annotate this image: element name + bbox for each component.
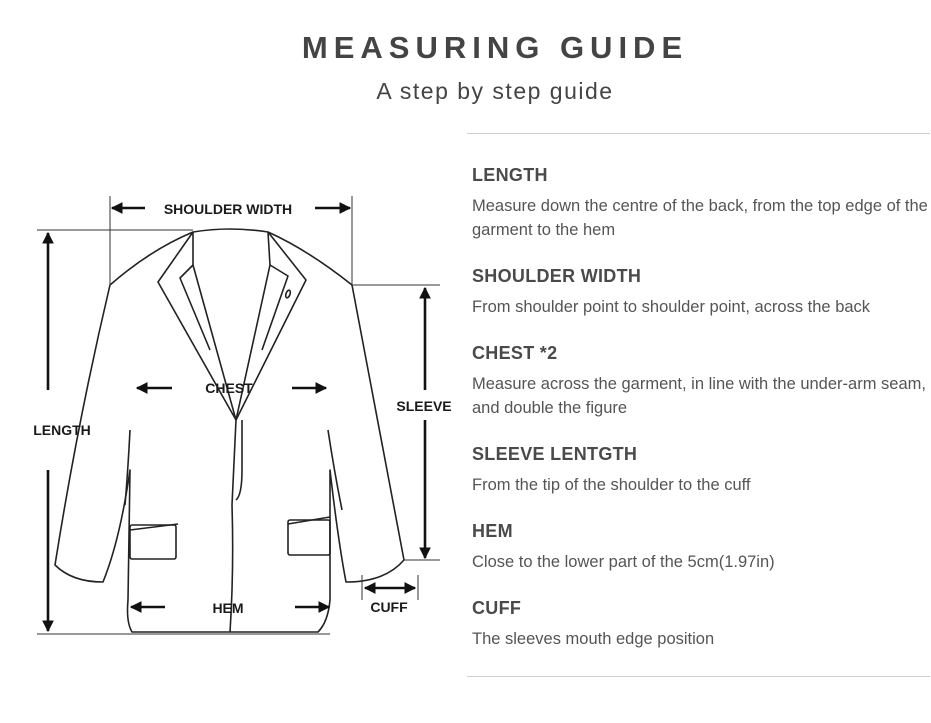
hem-label: HEM [212, 600, 244, 616]
section-sleeve-length [472, 444, 931, 497]
page-subtitle: A step by step guide [376, 78, 614, 104]
section-cuff [472, 598, 931, 651]
section-title: SHOULDER WIDTH [472, 266, 642, 286]
sleeve-label: SLEEVE [396, 398, 452, 414]
section-length [472, 165, 931, 242]
jacket-diagram [0, 0, 465, 723]
section-text: The sleeves mouth edge position [472, 630, 715, 648]
section-text: Measure across the garment, in line with the under-arm seam, and double the figure [472, 375, 926, 417]
section-title: CUFF [472, 598, 522, 618]
section-text: Measure down the centre of the back, from the top edge of the garment to the hem [472, 197, 928, 239]
section-shoulder-width [472, 266, 931, 319]
section-title: CHEST *2 [472, 343, 558, 363]
section-title: LENGTH [472, 165, 548, 185]
page-title: MEASURING GUIDE [301, 30, 689, 65]
length-label: LENGTH [33, 422, 91, 438]
jacket-outline [55, 229, 404, 632]
shoulder-width-label: SHOULDER WIDTH [163, 201, 293, 217]
bottom-divider [467, 676, 930, 677]
section-text: From shoulder point to shoulder point, across the back [472, 298, 871, 316]
cuff-label: CUFF [370, 599, 408, 615]
section-hem [472, 521, 931, 574]
section-text: From the tip of the shoulder to the cuff [472, 476, 751, 494]
chest-label: CHEST [205, 380, 253, 396]
section-title: SLEEVE LENTGTH [472, 444, 638, 464]
section-chest [472, 343, 931, 420]
top-divider [467, 133, 930, 134]
section-title: HEM [472, 521, 513, 541]
section-text: Close to the lower part of the 5cm(1.97in) [472, 553, 775, 571]
